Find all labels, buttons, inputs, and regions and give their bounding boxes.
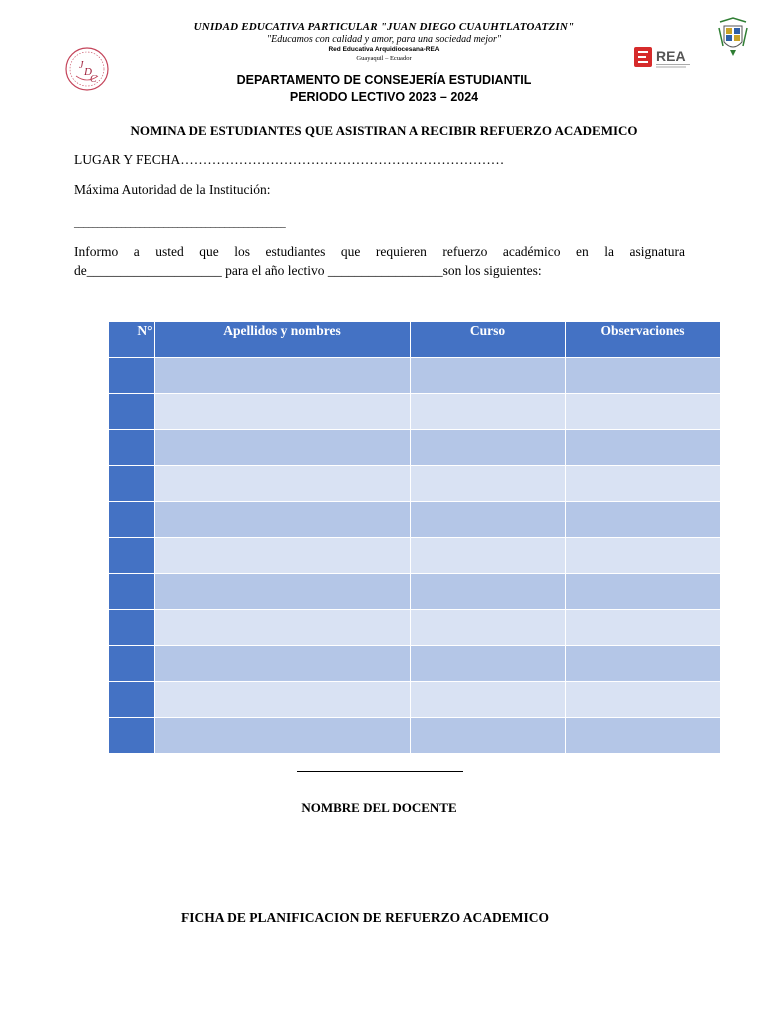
authority-blank-line: _____________________________________________	[74, 218, 286, 229]
cell-number[interactable]	[109, 394, 154, 430]
svg-text:D: D	[84, 66, 92, 78]
cell-names[interactable]	[154, 538, 410, 574]
cell-number[interactable]	[109, 610, 154, 646]
department-title: DEPARTAMENTO DE CONSEJERÍA ESTUDIANTIL	[236, 73, 532, 87]
table-row	[109, 574, 720, 610]
cell-number[interactable]	[109, 430, 154, 466]
cell-course[interactable]	[410, 430, 565, 466]
cell-course[interactable]	[410, 466, 565, 502]
cell-number[interactable]	[109, 538, 154, 574]
cell-number[interactable]	[109, 466, 154, 502]
cell-number[interactable]	[109, 646, 154, 682]
students-table	[109, 322, 721, 753]
table-row	[109, 682, 720, 718]
cell-observations[interactable]	[565, 502, 720, 538]
school-period: PERIODO LECTIVO 2023 – 2024	[289, 90, 479, 104]
document-title: NOMINA DE ESTUDIANTES QUE ASISTIRAN A RECIBIR REFUERZO ACADEMICO	[130, 123, 638, 138]
school-motto: "Educamos con calidad y amor, para una sociedad mejor"	[266, 34, 502, 45]
table-row	[109, 358, 720, 394]
cell-observations[interactable]	[565, 574, 720, 610]
cell-course[interactable]	[410, 538, 565, 574]
school-name: UNIDAD EDUCATIVA PARTICULAR "JUAN DIEGO CUAUHTLATOATZIN"	[193, 21, 575, 33]
table-row	[109, 610, 720, 646]
cell-names[interactable]	[154, 430, 410, 466]
cell-observations[interactable]	[565, 394, 720, 430]
cell-names[interactable]	[154, 502, 410, 538]
cell-course[interactable]	[410, 502, 565, 538]
cell-number[interactable]	[109, 682, 154, 718]
cell-observations[interactable]	[565, 430, 720, 466]
cell-number[interactable]	[109, 358, 154, 394]
cell-names[interactable]	[154, 394, 410, 430]
cell-observations[interactable]	[565, 466, 720, 502]
rea-logo-text: REA	[656, 48, 686, 64]
cell-observations[interactable]	[565, 538, 720, 574]
signature-line	[297, 771, 463, 772]
table-row	[109, 394, 720, 430]
cell-course[interactable]	[410, 358, 565, 394]
svg-text:C: C	[90, 74, 97, 85]
teacher-name-label: NOMBRE DEL DOCENTE	[301, 800, 457, 815]
table-row	[109, 502, 720, 538]
cell-observations[interactable]	[565, 610, 720, 646]
place-date-field: LUGAR Y FECHA………………………………………………………………	[74, 152, 505, 167]
table-row	[109, 430, 720, 466]
intro-paragraph-line-2: de____________________ para el año lectivo _________________son los siguientes:	[74, 263, 542, 278]
intro-paragraph	[74, 242, 685, 280]
cell-course[interactable]	[410, 394, 565, 430]
cell-course[interactable]	[410, 718, 565, 754]
table-row	[109, 718, 720, 754]
cell-course[interactable]	[410, 646, 565, 682]
intro-paragraph-line-1: Informo a usted que los estudiantes que requieren refuerzo académico en la asignatura	[74, 244, 685, 259]
network-name: Red Educativa Arquidiocesana-REA	[328, 46, 440, 53]
cell-course[interactable]	[410, 682, 565, 718]
authority-label: Máxima Autoridad de la Institución:	[74, 182, 271, 197]
table-row	[109, 466, 720, 502]
cell-number[interactable]	[109, 574, 154, 610]
planning-sheet-title: FICHA DE PLANIFICACION DE REFUERZO ACADEMICO	[181, 910, 549, 925]
cell-names[interactable]	[154, 718, 410, 754]
cell-number[interactable]	[109, 718, 154, 754]
cell-observations[interactable]	[565, 646, 720, 682]
svg-text:J: J	[79, 60, 84, 71]
cell-names[interactable]	[154, 358, 410, 394]
column-header-names: Apellidos y nombres	[154, 322, 410, 358]
cell-observations[interactable]	[565, 358, 720, 394]
table-body	[109, 358, 720, 754]
table-header-row	[109, 322, 720, 358]
column-header-observations: Observaciones	[565, 322, 720, 358]
cell-observations[interactable]	[565, 682, 720, 718]
cell-names[interactable]	[154, 610, 410, 646]
column-header-course: Curso	[410, 322, 565, 358]
cell-names[interactable]	[154, 646, 410, 682]
cell-observations[interactable]	[565, 718, 720, 754]
cell-names[interactable]	[154, 574, 410, 610]
column-header-number: N°	[109, 322, 154, 358]
cell-names[interactable]	[154, 466, 410, 502]
table-row	[109, 538, 720, 574]
cell-names[interactable]	[154, 682, 410, 718]
cell-number[interactable]	[109, 502, 154, 538]
table-row	[109, 646, 720, 682]
cell-course[interactable]	[410, 574, 565, 610]
cell-course[interactable]	[410, 610, 565, 646]
city-country: Guayaquil – Ecuador	[356, 55, 412, 62]
